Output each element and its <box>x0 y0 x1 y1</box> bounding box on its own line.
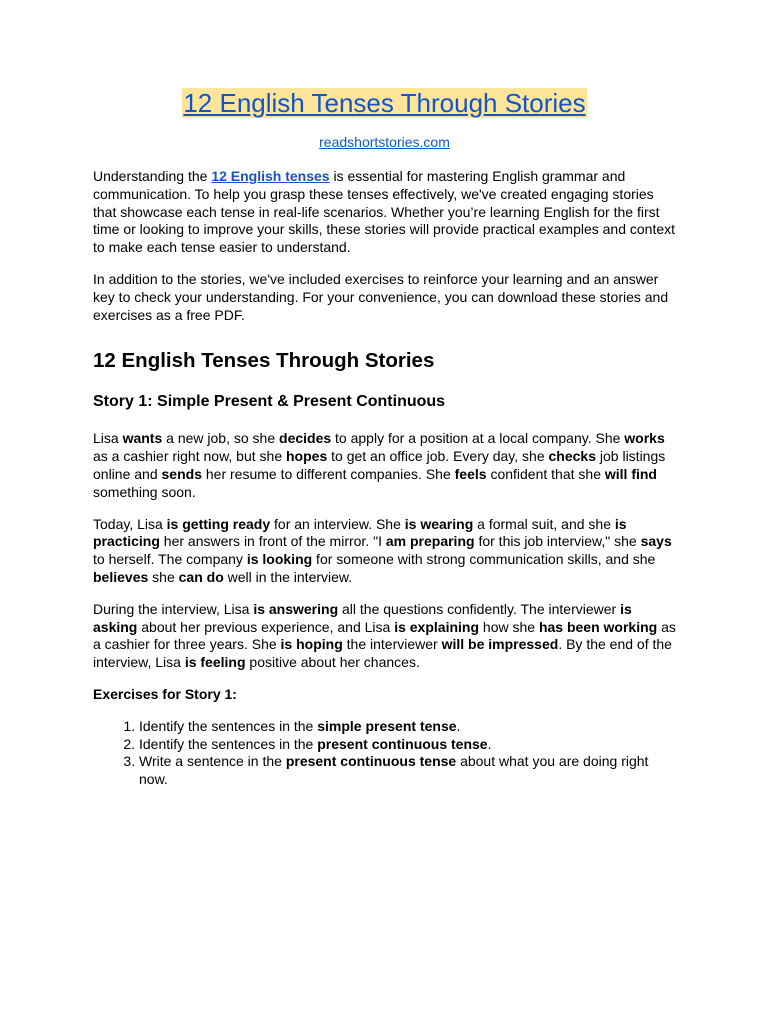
title-container <box>93 86 676 125</box>
text-run: Today, Lisa <box>93 515 167 532</box>
emphasized-verb: decides <box>279 430 332 447</box>
text-run: as a cashier right now, but she <box>93 448 286 465</box>
section-heading: 12 English Tenses Through Stories <box>93 349 435 373</box>
story-1-paragraph-2 <box>93 516 676 587</box>
story-1-paragraph-1 <box>93 430 676 501</box>
text-run: how she <box>479 618 539 635</box>
text-run: well in the interview. <box>223 568 353 585</box>
text-run: . <box>456 717 461 734</box>
emphasized-verb: is asking <box>93 600 632 635</box>
text-run: her answers in front of the mirror. "I <box>159 533 386 550</box>
text-run: Write a sentence in the <box>139 753 286 770</box>
text-run: as a cashier for three years. She <box>93 618 676 653</box>
exercises-list <box>93 718 676 789</box>
emphasized-verb: simple present tense <box>317 717 457 734</box>
exercise-item-2 <box>139 736 676 754</box>
text-run: confident that she <box>486 465 605 482</box>
text-run: something soon. <box>93 483 196 500</box>
text-run: about her previous experience, and Lisa <box>137 618 395 635</box>
text-run: for this job interview," she <box>474 533 641 550</box>
text-run: job listings online and <box>93 448 666 482</box>
intro-paragraph-1 <box>93 168 676 257</box>
emphasized-verb: wants <box>122 430 163 447</box>
emphasized-verb: is looking <box>246 551 313 568</box>
exercise-item-3 <box>139 753 676 789</box>
intro-text-after: is essential for mastering English grammar and communication. To help you grasp these tenses effectively, we've created engaging stories that showcase each tense in real-life scenarios. Whether you’re learning English for the first time or looking to improve your skills, these stories will provide practical examples and context to make each tense easier to understand. <box>93 168 676 256</box>
emphasized-verb: is practicing <box>93 515 627 550</box>
emphasized-verb: can do <box>178 568 224 585</box>
document-title-link[interactable]: 12 English Tenses Through Stories <box>183 88 586 118</box>
emphasized-verb: has been working <box>538 618 658 635</box>
source-site-link[interactable]: readshortstories.com <box>319 134 450 150</box>
exercises-heading: Exercises for Story 1: <box>93 685 237 702</box>
emphasized-verb: is hoping <box>280 636 343 653</box>
text-run: . <box>487 735 492 752</box>
exercise-item-1 <box>139 718 676 736</box>
emphasized-verb: is explaining <box>394 618 480 635</box>
emphasized-verb: is feeling <box>184 654 246 671</box>
emphasized-verb: sends <box>161 465 202 482</box>
story-1-paragraph-3 <box>93 601 676 672</box>
text-run: Identify the sentences in the <box>139 735 318 752</box>
text-run: Identify the sentences in the <box>139 717 318 734</box>
text-run: During the interview, Lisa <box>93 600 254 617</box>
text-run: a formal suit, and she <box>473 515 615 532</box>
text-run: a new job, so she <box>162 430 280 447</box>
text-run: to get an office job. Every day, she <box>327 448 549 465</box>
text-run: the interviewer <box>342 636 442 653</box>
emphasized-verb: hopes <box>286 448 328 465</box>
emphasized-verb: works <box>624 430 665 447</box>
emphasized-verb: checks <box>548 448 596 465</box>
text-run: her resume to different companies. She <box>201 465 455 482</box>
story-1-heading: Story 1: Simple Present & Present Continuous <box>93 393 446 411</box>
text-run: Lisa <box>93 430 123 447</box>
text-run: all the questions confidently. The interviewer <box>338 600 621 617</box>
emphasized-verb: feels <box>454 465 487 482</box>
emphasized-verb: present continuous tense <box>285 753 457 770</box>
emphasized-verb: says <box>640 533 672 550</box>
emphasized-verb: is wearing <box>404 515 474 532</box>
intro-text-before: Understanding the <box>93 168 212 184</box>
emphasized-verb: am preparing <box>385 533 475 550</box>
text-run: for an interview. She <box>270 515 405 532</box>
emphasized-verb: will be impressed <box>441 636 559 653</box>
text-run: to apply for a position at a local company. She <box>331 430 625 447</box>
text-run: positive about her chances. <box>245 654 420 671</box>
text-run: . By the end of the interview, Lisa <box>93 636 672 671</box>
emphasized-verb: is answering <box>253 600 339 617</box>
emphasized-verb: present continuous tense <box>317 735 488 752</box>
emphasized-verb: believes <box>93 568 149 585</box>
emphasized-verb: is getting ready <box>166 515 271 532</box>
text-run: about what you are doing right now. <box>139 753 649 788</box>
source-container <box>93 133 676 152</box>
text-run: for someone with strong communication skills, and she <box>312 551 656 568</box>
english-tenses-link[interactable]: 12 English tenses <box>211 168 330 184</box>
intro-paragraph-2: In addition to the stories, we've included exercises to reinforce your learning and an answer key to check your understanding. For your convenience, you can download these stories and exercises as a free PDF. <box>93 270 669 323</box>
text-run: she <box>148 568 179 585</box>
text-run: to herself. The company <box>93 551 247 568</box>
emphasized-verb: will find <box>604 465 657 482</box>
